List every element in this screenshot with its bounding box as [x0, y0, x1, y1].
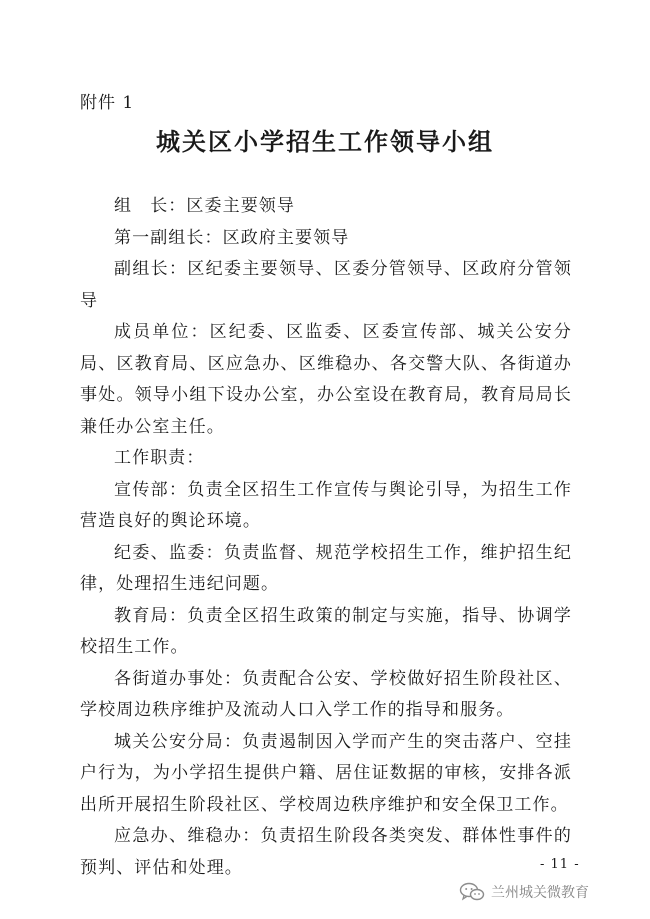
duties-heading: 工作职责： — [114, 448, 205, 468]
first-deputy-line: 第一副组长：区政府主要领导 — [114, 227, 350, 248]
duty-publicity-paragraph: 宣传部：负责全区招生工作宣传与舆论引导，为招生工作营造良好的舆论环境。 — [80, 479, 572, 531]
duty-discipline-paragraph: 纪委、监委：负责监督、规范学校招生工作，维护招生纪律，处理招生违纪问题。 — [80, 542, 572, 594]
duty-police-paragraph: 城关公安分局：负责遏制因入学而产生的突击落户、空挂户行为，为小学招生提供户籍、居住证数据的审核，安排各派出所开展招生阶段社区、学校周边秩序维护和安全保卫工作。 — [80, 731, 572, 815]
wechat-icon — [459, 882, 485, 902]
page-number: - 11 - — [540, 857, 580, 872]
deputy-line: 副组长：区纪委主要领导、区委分管领导、区政府分管领导 — [80, 259, 572, 311]
watermark-text: 兰州城关微教育 — [491, 884, 589, 900]
document-body — [80, 191, 572, 884]
attachment-label: 附件 1 — [80, 93, 135, 113]
watermark — [459, 880, 589, 904]
document-title: 城关区小学招生工作领导小组 — [156, 127, 494, 156]
leader-line: 组 长：区委主要领导 — [114, 196, 295, 216]
duty-subdistrict-paragraph: 各街道办事处：负责配合公安、学校做好招生阶段社区、学校周边秩序维护及流动人口入学工作的指导和服务。 — [80, 668, 572, 720]
member-units-paragraph: 成员单位：区纪委、区监委、区委宣传部、城关公安分局、区教育局、区应急办、区维稳办、各交警大队、各街道办事处。领导小组下设办公室，办公室设在教育局，教育局局长兼任办公室主任。 — [80, 322, 572, 437]
duty-emergency-paragraph: 应急办、维稳办：负责招生阶段各类突发、群体性事件的预判、评估和处理。 — [80, 826, 572, 878]
duty-education-paragraph: 教育局：负责全区招生政策的制定与实施，指导、协调学校招生工作。 — [80, 605, 572, 657]
